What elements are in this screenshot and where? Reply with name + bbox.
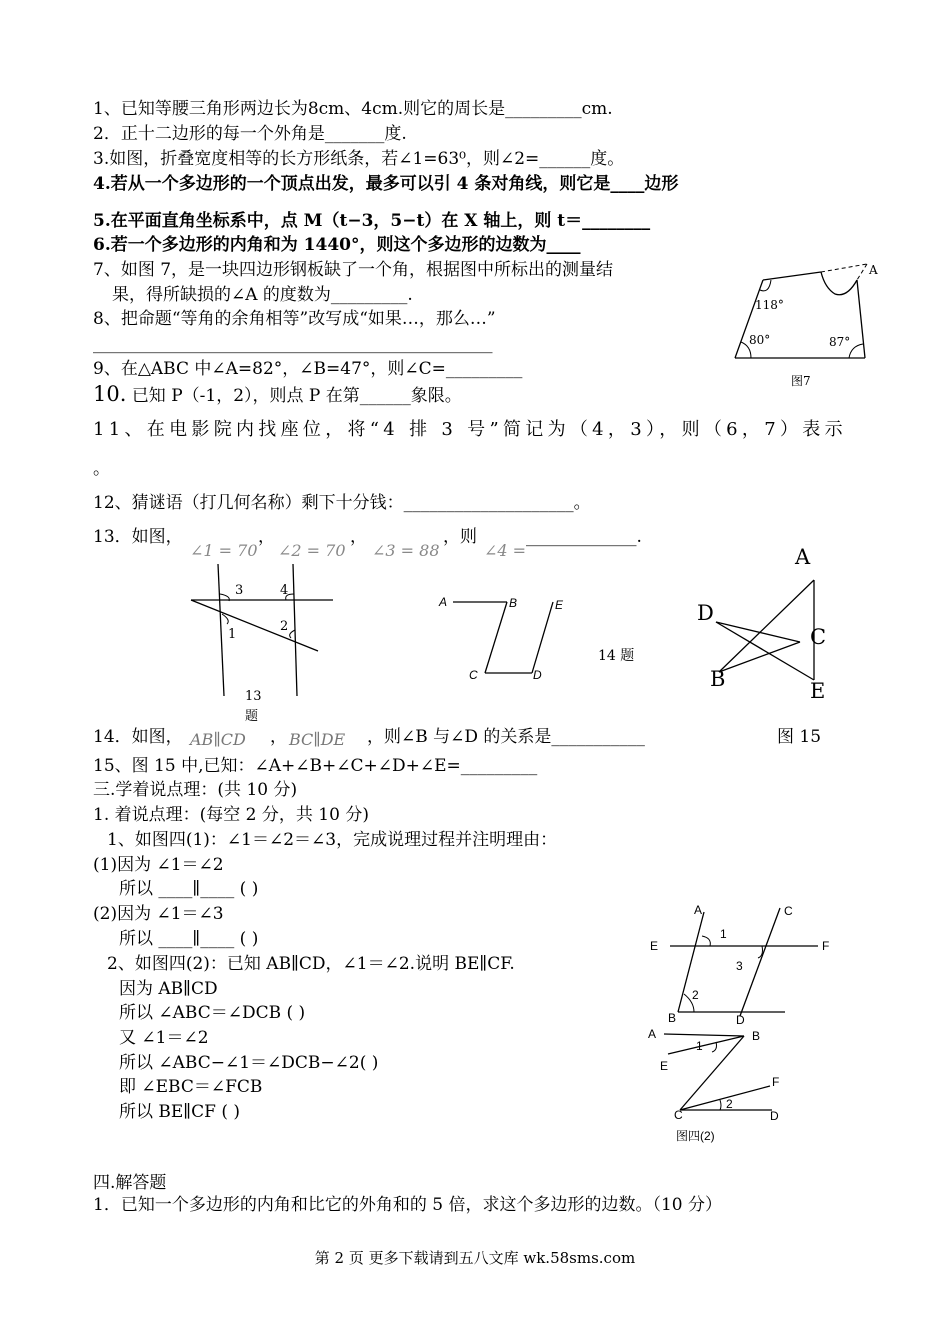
fig42-label-F: F: [772, 1075, 780, 1089]
fig42-label-C: C: [674, 1108, 683, 1122]
question-10-number: 10.: [93, 382, 127, 406]
angle-2-value: ∠2 = 70: [278, 541, 346, 560]
fig14-label-A: A: [439, 595, 448, 609]
fig15-caption: 图 15: [777, 727, 822, 747]
proof-1-intro: 1、如图四(1)：∠1＝∠2＝∠3，完成说理过程并注明理由：: [107, 830, 558, 850]
question-14-separator: ，: [270, 727, 287, 747]
section-3-title: 三.学着说点理：(共 10 分): [93, 780, 298, 800]
question-10: 已知 P（-1，2），则点 P 在第______象限。: [131, 386, 462, 406]
proof-1-step-d: 所以 ____∥____ ( ): [119, 929, 259, 949]
fig13-label-3: 3: [235, 583, 244, 598]
figure-13: [185, 560, 335, 728]
fig14-label-B: B: [509, 596, 518, 610]
question-2: 2．正十二边形的每一个外角是_______度.: [93, 124, 407, 144]
proof-2-step-e: 即 ∠EBC＝∠FCB: [119, 1077, 263, 1097]
angle-4-value: ∠4 =: [484, 541, 527, 560]
question-1: 1、已知等腰三角形两边长为8cm、4cm.则它的周长是_________cm.: [93, 99, 613, 119]
question-13-blank: _____________.: [526, 527, 642, 547]
fig13-caption-2: 题: [245, 709, 259, 724]
fig42-label-1: 1: [696, 1039, 703, 1053]
question-13-comma-2: ，: [350, 527, 367, 547]
fig41-label-A: A: [694, 903, 703, 917]
fig15-label-C: C: [810, 625, 827, 649]
proof-2-step-f: 所以 BE∥CF ( ): [119, 1102, 241, 1122]
fig7-label-A: A: [869, 263, 878, 277]
question-14-text: ，则∠B 与∠D 的关系是___________: [367, 727, 645, 747]
fig42-label-A: A: [648, 1027, 657, 1041]
fig7-angle-87: 87°: [829, 335, 851, 349]
question-11: 11、在电影院内找座位，将“4 排 3 号”简记为（4，3），则（6，7）表示: [93, 419, 847, 440]
fig14-label-C: C: [469, 668, 478, 682]
question-6: 6.若一个多边形的内角和为 1440°，则这个多边形的边数为____: [93, 235, 581, 255]
angle-1-value: ∠1 = 70: [190, 541, 258, 560]
question-7-line-2: 果，得所缺损的∠A 的度数为_________.: [112, 285, 413, 305]
proof-2-step-a: 因为 AB∥CD: [119, 979, 218, 999]
question-8: 8、把命题“等角的余角相等”改写成“如果…，那么…”: [93, 309, 496, 329]
question-11-end: 。: [93, 459, 110, 479]
fig42-caption: 图四(2): [676, 1129, 715, 1143]
question-12: 12、猜谜语（打几何名称）剩下十分钱：____________________。: [93, 493, 591, 513]
section-3-subtitle: 1. 着说点理：(每空 2 分，共 10 分): [93, 805, 369, 825]
fig14-label-E: E: [555, 598, 564, 612]
fig7-angle-80: 80°: [749, 333, 771, 347]
parallel-bc-de: BC∥DE: [289, 730, 346, 749]
fig7-angle-118: 118°: [755, 298, 784, 312]
question-3: 3.如图，折叠宽度相等的长方形纸条，若∠1=63⁰，则∠2=______度。: [93, 149, 625, 169]
fig15-label-B: B: [710, 667, 726, 691]
section-4-question-1: 1．已知一个多边形的内角和比它的外角和的 5 倍，求这个多边形的边数。（10 分）: [93, 1195, 722, 1215]
figure-15: [690, 540, 840, 710]
question-13-lead: 13．如图，: [93, 527, 183, 547]
question-8-blank: _______________________________________________: [93, 334, 493, 354]
fig14-caption: 14 题: [598, 648, 635, 664]
fig15-label-E: E: [810, 679, 826, 703]
proof-2-intro: 2、如图四(2)：已知 AB∥CD，∠1＝∠2.说明 BE∥CF.: [107, 954, 515, 974]
question-15: 15、图 15 中,已知：∠A+∠B+∠C+∠D+∠E=_________: [93, 756, 538, 776]
fig42-label-E: E: [660, 1059, 669, 1073]
fig42-label-2: 2: [726, 1097, 733, 1111]
proof-2-step-c: 又 ∠1＝∠2: [119, 1028, 209, 1048]
fig41-label-E: E: [650, 939, 659, 953]
fig14-label-D: D: [533, 668, 542, 682]
question-9: 9、在△ABC 中∠A=82°，∠B=47°，则∠C=_________: [93, 359, 523, 379]
fig41-label-D: D: [736, 1013, 745, 1024]
fig41-label-1: 1: [720, 927, 727, 941]
proof-2-step-b: 所以 ∠ABC＝∠DCB ( ): [119, 1003, 306, 1023]
proof-1-step-a: (1)因为 ∠1＝∠2: [93, 855, 224, 875]
angle-3-value: ∠3 = 88: [372, 541, 440, 560]
proof-1-step-c: (2)因为 ∠1＝∠3: [93, 904, 224, 924]
question-14-lead: 14．如图，: [93, 727, 183, 747]
question-13-then: ，则: [443, 527, 477, 547]
question-7-line-1: 7、如图 7，是一块四边形钢板缺了一个角，根据图中所标出的测量结: [93, 260, 614, 280]
question-5: 5.在平面直角坐标系中，点 M（t−3，5−t）在 X 轴上，则 t＝________: [93, 211, 651, 231]
question-13-comma-1: ，: [258, 527, 275, 547]
fig42-label-D: D: [770, 1109, 779, 1123]
figure-14: [435, 590, 635, 690]
figure-7: [725, 258, 885, 394]
proof-1-step-b: 所以 ____∥____ ( ): [119, 879, 259, 899]
fig41-label-B: B: [668, 1011, 677, 1024]
fig41-label-3: 3: [736, 959, 743, 973]
proof-2-step-d: 所以 ∠ABC−∠1＝∠DCB−∠2( ): [119, 1053, 379, 1073]
fig13-label-4: 4: [280, 583, 289, 598]
fig15-label-D: D: [697, 601, 714, 625]
fig13-label-2: 2: [280, 619, 289, 634]
figure-4-1: [640, 898, 840, 1024]
figure-4-2: [640, 1024, 840, 1148]
fig41-label-F: F: [822, 939, 830, 953]
question-4: 4.若从一个多边形的一个顶点出发，最多可以引 4 条对角线，则它是____边形: [93, 174, 679, 194]
fig41-label-2: 2: [692, 988, 699, 1002]
page-footer: 第 2 页 更多下载请到五八文库 wk.58sms.com: [314, 1249, 636, 1267]
fig7-caption: 图7: [791, 374, 811, 388]
fig15-label-A: A: [795, 545, 811, 569]
section-4-title: 四.解答题: [93, 1173, 167, 1193]
fig42-label-B: B: [752, 1029, 761, 1043]
fig13-label-1: 1: [228, 627, 237, 642]
parallel-ab-cd: AB∥CD: [190, 730, 246, 749]
fig13-caption-1: 13: [245, 689, 262, 704]
fig41-label-C: C: [784, 904, 793, 918]
